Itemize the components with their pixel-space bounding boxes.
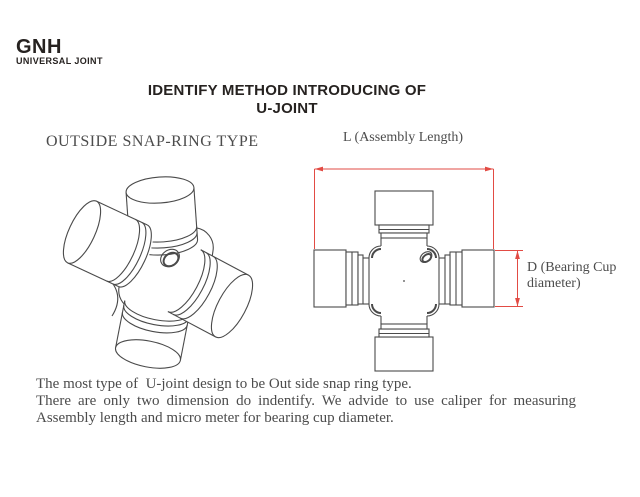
- page-title-line2: U-JOINT: [256, 100, 318, 117]
- cup-diameter-dimension: [495, 251, 523, 307]
- description-line-1: The most type of U-joint design to be Out side snap ring type.: [36, 376, 412, 392]
- ujoint-isometric-drawing: [42, 148, 272, 383]
- front-grease-hole: [418, 249, 434, 264]
- description-line-3: Assembly length and micro meter for bearing cup diameter.: [36, 410, 394, 426]
- brand-logo: GNH: [16, 36, 62, 58]
- brand-subtitle: UNIVERSAL JOINT: [16, 56, 103, 66]
- assembly-length-label: L (Assembly Length): [343, 130, 464, 145]
- page-title: [0, 82, 574, 118]
- bearing-cup-diameter-label: D (Bearing Cup diameter): [527, 260, 617, 291]
- snap-ring-type-caption: OUTSIDE SNAP-RING TYPE: [46, 133, 259, 150]
- ujoint-front-view-drawing: [300, 160, 540, 385]
- description-line-2: There are only two dimension do indentify. We advide to use caliper for measuring: [36, 393, 576, 409]
- description-paragraph: [36, 376, 576, 427]
- front-view-cross: [314, 191, 494, 371]
- center-mark: [403, 280, 405, 282]
- page-title-line1: IDENTIFY METHOD INTRODUCING OF: [147, 82, 427, 99]
